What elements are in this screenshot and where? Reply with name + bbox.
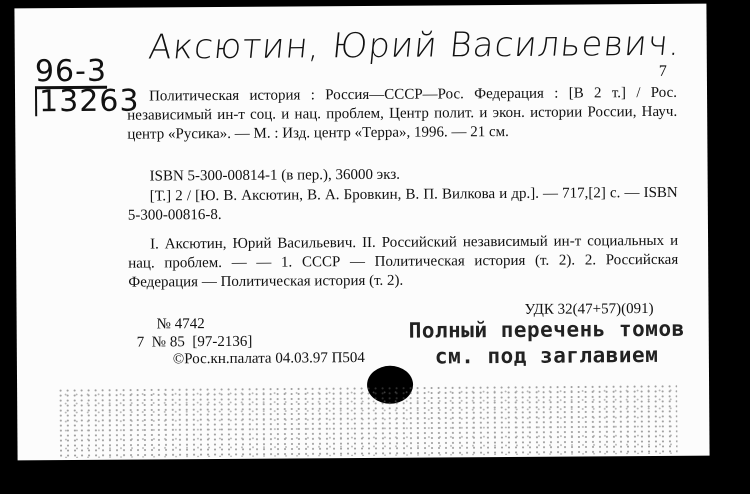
- entry-title-text: Политическая история : Россия—СССР—Рос. Федерация : [В 2 т.] / Рос. независимый ин-т соц. и нац. проблем, Центр полит. и экон. истории России, Науч. центр «Русика». — М. : Изд. центр «Терра», 1996. — 21 см.: [127, 84, 678, 143]
- number-no1: № 4742: [156, 316, 205, 333]
- entry-title: [127, 84, 677, 145]
- entry-volume-text: [Т.] 2 / [Ю. В. Аксютин, В. А. Бровкин, В. П. Вилкова и др.]. — 717,[2] с. — ISBN 5-300-00816-8.: [127, 184, 678, 224]
- scan-noise: [57, 384, 677, 458]
- entry-isbn-text: ISBN 5-300-00814-1 (в пер.), 36000 экз.: [149, 166, 401, 185]
- shelfmark-bottom: 13263: [35, 88, 145, 117]
- book-chamber-mark: ©Рос.кн.палата 04.03.97 П504: [172, 349, 365, 368]
- stamp-line2: см. под заглавием: [434, 342, 659, 369]
- stamp-line1: Полный перечень томов: [408, 316, 685, 343]
- entry-isbn: [128, 164, 678, 187]
- handwritten-author: Аксютин, Юрий Васильевич.: [146, 23, 683, 68]
- shelfmark-top: 96-3: [34, 53, 108, 90]
- number-no2: 7 № 85 [97-2136]: [136, 333, 253, 351]
- card-number: 7: [658, 62, 667, 80]
- catalog-card: [14, 4, 709, 461]
- entry-volume: [128, 184, 678, 226]
- entry-subjects: [128, 232, 678, 293]
- udk-code: УДК 32(47+57)(091): [524, 300, 654, 318]
- stamp: [409, 316, 685, 370]
- entry-subjects-text: I. Аксютин, Юрий Васильевич. II. Российский независимый ин-т социальных и нац. проблем. — — 1. СССР — Политическая история (т. 2). 2. Российская Федерация — Политическая история (т. 2).: [128, 232, 679, 291]
